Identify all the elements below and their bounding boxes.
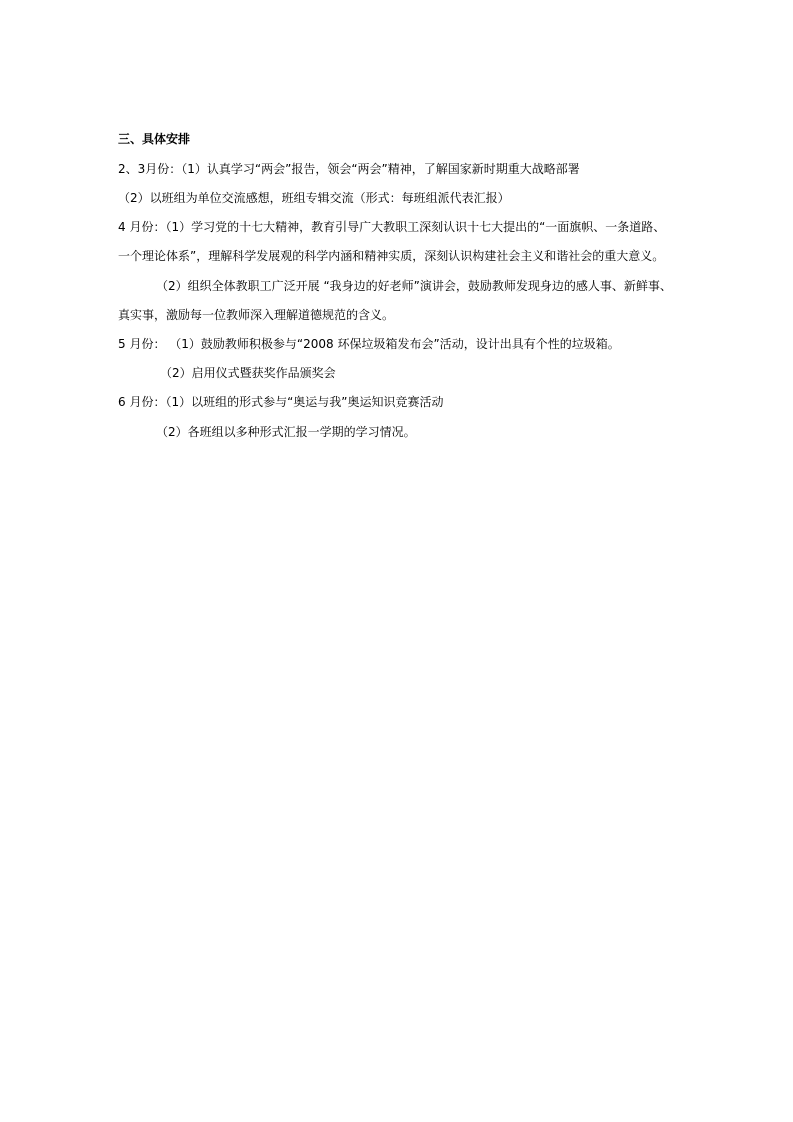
paragraph-line: 4 月份：（1）学习党的十七大精神，教育引导广大教职工深刻认识十七大提出的“一面旗帜、一条道路、	[118, 220, 666, 234]
paragraph-line: 真实事，激励每一位教师深入理解道德规范的含义。	[118, 308, 395, 322]
paragraph-line: （2）以班组为单位交流感想，班组专辑交流（形式：每班组派代表汇报）	[118, 191, 510, 205]
paragraph-line: 一个理论体系”，理解科学发展观的科学内涵和精神实质，深刻认识构建社会主义和谐社会的重大意义。	[118, 249, 665, 263]
paragraph-line: 5 月份： （1）鼓励教师积极参与“2008 环保垃圾箱发布会”活动，设计出具有个性的垃圾箱。	[118, 337, 620, 351]
paragraph-line: 6 月份：（1）以班组的形式参与“奥运与我”奥运知识竞赛活动	[118, 395, 444, 409]
paragraph-line: （2）各班组以多种形式汇报一学期的学习情况。	[156, 425, 416, 439]
section-heading: 三、具体安排	[118, 132, 191, 146]
paragraph-line: （2）启用仪式暨获奖作品颁奖会	[160, 366, 336, 380]
paragraph-line: （2）组织全体教职工广泛开展 “我身边的好老师”演讲会，鼓励教师发现身边的感人事、新鲜事、	[156, 279, 672, 293]
paragraph-line: 2、3月份：（1）认真学习“两会”报告，领会“两会”精神，了解国家新时期重大战略部署	[118, 162, 580, 176]
